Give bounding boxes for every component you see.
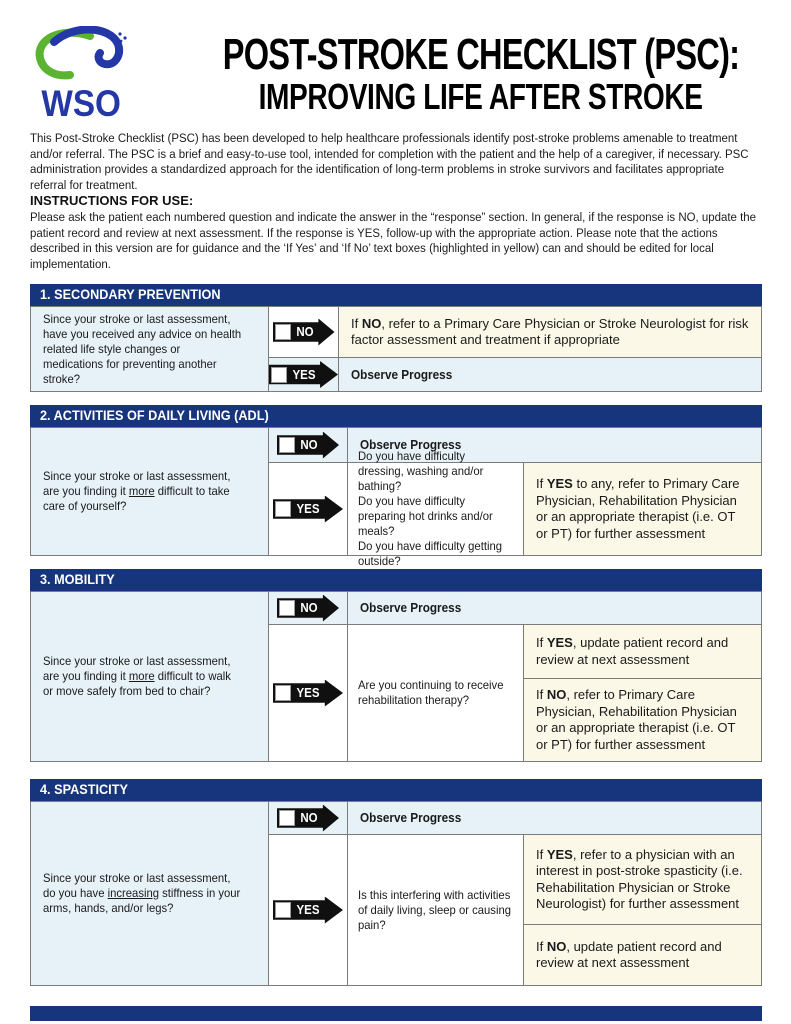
page-header [30, 26, 762, 125]
section-3-yes-cell [269, 625, 347, 761]
section-adl [30, 405, 762, 568]
no-checkbox[interactable] [279, 810, 295, 826]
section-4-yes-action-2: If NO, update patient record and review at next assessment [524, 925, 761, 985]
section-3-yes-action-2: If NO, refer to Primary Care Physician, Rehabilitation Physician or an appropriate therapist (i.e. OT or PT) for further assessment [524, 679, 761, 761]
section-3-header: 3. MOBILITY [30, 569, 762, 591]
section-4-question: Since your stroke or last assessment, do you have increasing stiffness in your arms, hands, and/or legs? [31, 802, 268, 985]
section-1-no-cell [269, 307, 338, 357]
section-4-no-cell [269, 802, 347, 834]
section-1-header: 1. SECONDARY PREVENTION [30, 284, 762, 306]
title-line-1: POST-STROKE CHECKLIST (PSC): [222, 30, 740, 79]
section-3-question: Since your stroke or last assessment, are you finding it more difficult to walk or move safely from bed to chair? [31, 592, 268, 761]
yes-label: YES [292, 367, 316, 382]
page-title [132, 26, 791, 116]
section-3-no-cell [269, 592, 347, 624]
wso-swirl-icon [30, 26, 132, 84]
section-3-subquestion: Are you continuing to receive rehabilitation therapy? [348, 625, 523, 761]
yes-checkbox[interactable] [271, 367, 287, 383]
section-4-subquestion: Is this interfering with activities of daily living, sleep or causing pain? [348, 835, 523, 985]
section-2-subquestions: Do you have difficulty dressing, washing and/or bathing? Do you have difficulty preparing hot drinks and/or meals? Do you have difficulty getting outside? [348, 463, 523, 555]
yes-response-marker [269, 361, 338, 388]
section-spasticity [30, 779, 762, 986]
section-3-no-action: Observe Progress [348, 592, 761, 624]
yes-checkbox[interactable] [275, 685, 291, 701]
section-1-yes-cell [269, 358, 338, 391]
section-4-actions [524, 835, 761, 985]
section-2-question: Since your stroke or last assessment, are you finding it more difficult to take care of yourself? [31, 428, 268, 555]
no-checkbox[interactable] [275, 324, 291, 340]
no-response-marker [277, 595, 339, 622]
no-checkbox[interactable] [279, 600, 295, 616]
instructions-paragraph: Please ask the patient each numbered question and indicate the answer in the “response” section. In general, if the response is NO, update the patient record and review at next assessment. If the response is YES, follow-up with the appropriate action. Please note that the actions described in this version are for guidance and the ‘If Yes’ and ‘If No’ text boxes (highlighted in yellow) can and should be edited for local implementation. [30, 210, 757, 271]
section-4-no-action: Observe Progress [348, 802, 761, 834]
yes-checkbox[interactable] [275, 902, 291, 918]
section-3-yes-action-1: If YES, update patient record and review at next assessment [524, 625, 761, 678]
section-2-yes-cell [269, 463, 347, 555]
section-2-header: 2. ACTIVITIES OF DAILY LIVING (ADL) [30, 405, 762, 427]
title-line-2: IMPROVING LIFE AFTER STROKE [259, 76, 703, 117]
section-4-yes-cell [269, 835, 347, 985]
section-mobility [30, 569, 762, 762]
yes-checkbox[interactable] [275, 501, 291, 517]
yes-label: YES [296, 686, 320, 700]
yes-response-marker [273, 496, 343, 523]
wso-logo-text: WSO [41, 83, 121, 124]
yes-label: YES [296, 502, 320, 516]
section-3-actions [524, 625, 761, 761]
section-1-no-action: If NO, refer to a Primary Care Physician or Stroke Neurologist for risk factor assessment and treatment if appropriate [339, 307, 761, 357]
yes-response-marker [273, 680, 343, 707]
section-1-yes-action: Observe Progress [339, 358, 761, 391]
no-label: NO [300, 811, 318, 825]
yes-response-marker [273, 897, 343, 924]
no-response-marker [273, 319, 335, 346]
section-2-no-cell [269, 428, 347, 462]
wso-logo [30, 26, 132, 125]
section-1-question: Since your stroke or last assessment, have you received any advice on health related life style changes or medications for preventing another stroke? [31, 307, 268, 391]
instructions-heading: INSTRUCTIONS FOR USE: [30, 193, 194, 208]
section-2-no-action: Observe Progress [348, 428, 761, 462]
next-section-header-partial [30, 1006, 762, 1021]
no-label: NO [295, 325, 314, 339]
no-label: NO [300, 601, 318, 615]
section-secondary-prevention [30, 284, 762, 392]
intro-paragraph: This Post-Stroke Checklist (PSC) has been developed to help healthcare professionals identify post-stroke problems amenable to treatment and/or referral. The PSC is a brief and easy-to-use tool, intended for completion with the patient and the help of a caregiver, if necessary. PSC administration provides a standardized approach for the identification of long-term problems in stroke survivors and facilitates appropriate referral for treatment. [30, 131, 749, 192]
no-response-marker [277, 432, 339, 459]
no-response-marker [277, 805, 339, 832]
no-label: NO [300, 438, 318, 452]
no-checkbox[interactable] [279, 437, 295, 453]
yes-label: YES [296, 903, 320, 917]
section-4-yes-action-1: If YES, refer to a physician with an interest in post-stroke spasticity (i.e. Rehabilitation Physician or Stroke Neurologist) for further assessment [524, 835, 761, 924]
section-4-header: 4. SPASTICITY [30, 779, 762, 801]
section-2-yes-action: If YES to any, refer to Primary Care Physician, Rehabilitation Physician or an appropriate therapist (i.e. OT or PT) for further assessment [524, 463, 761, 555]
